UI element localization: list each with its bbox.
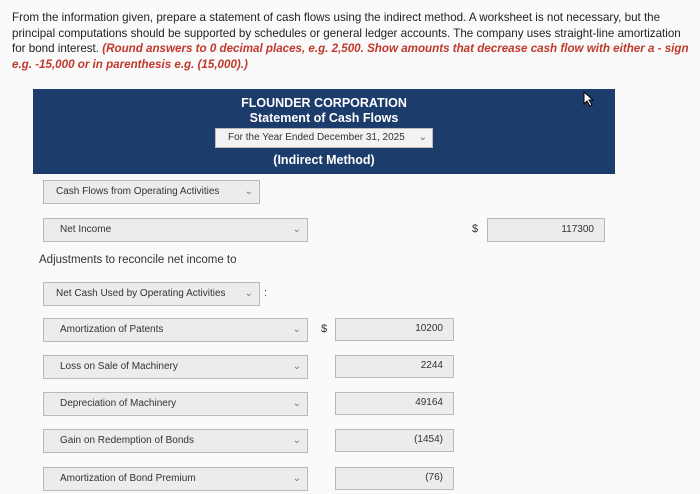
chevron-down-icon: ⌄ — [292, 224, 301, 235]
period-select[interactable] — [215, 128, 433, 148]
mouse-cursor-icon — [582, 91, 598, 107]
method-label: (Indirect Method) — [273, 153, 375, 167]
adjustments-select[interactable] — [43, 282, 260, 306]
chevron-down-icon: ⌄ — [292, 435, 301, 446]
chevron-down-icon: ⌄ — [292, 361, 301, 372]
adjustment-select[interactable] — [43, 318, 308, 342]
colon: : — [264, 287, 268, 299]
statement-header — [33, 89, 615, 174]
period-select-value: For the Year Ended December 31, 2025 — [228, 132, 405, 143]
adjustment-select[interactable] — [43, 429, 308, 453]
instructions — [12, 10, 692, 72]
section-select[interactable] — [43, 180, 260, 204]
net-income-input[interactable]: 117300 — [487, 218, 605, 242]
adjustment-amount-input[interactable]: 2244 — [335, 355, 454, 378]
adjustment-amount-input[interactable]: (76) — [335, 467, 454, 490]
chevron-down-icon: ⌄ — [244, 186, 253, 197]
adjustments-label: Adjustments to reconcile net income to — [39, 254, 237, 266]
chevron-down-icon: ⌄ — [292, 398, 301, 409]
section-select-value: Cash Flows from Operating Activities — [56, 186, 220, 197]
company-name: FLOUNDER CORPORATION — [241, 96, 407, 110]
net-income-currency: $ — [472, 223, 479, 235]
adjustment-currency: $ — [321, 323, 328, 335]
net-income-label: Net Income — [60, 224, 112, 235]
adjustment-label: Gain on Redemption of Bonds — [60, 435, 194, 446]
instructions-text: From the information given, prepare a statement of cash flows using the indirect method. A worksheet is not necessary, but the principal computations should be supported by schedules or general ledger accounts. The company uses straight-line amortization for bond interest. — [12, 11, 681, 55]
chevron-down-icon: ⌄ — [292, 473, 301, 484]
adjustments-select-value: Net Cash Used by Operating Activities — [56, 288, 226, 299]
net-income-select[interactable] — [43, 218, 308, 242]
adjustment-label: Amortization of Patents — [60, 324, 164, 335]
adjustment-select[interactable] — [43, 355, 308, 379]
adjustment-label: Loss on Sale of Machinery — [60, 361, 178, 372]
adjustment-amount-input[interactable]: 10200 — [335, 318, 454, 341]
chevron-down-icon: ⌄ — [418, 132, 427, 143]
adjustment-amount-input[interactable]: 49164 — [335, 392, 454, 415]
adjustment-amount-input[interactable]: (1454) — [335, 429, 454, 452]
adjustment-label: Depreciation of Machinery — [60, 398, 177, 409]
adjustment-label: Amortization of Bond Premium — [60, 473, 196, 484]
adjustment-select[interactable] — [43, 392, 308, 416]
adjustment-select[interactable] — [43, 467, 308, 491]
chevron-down-icon: ⌄ — [292, 324, 301, 335]
rounding-note: (Round answers to 0 decimal places, e.g. 2,500. Show amounts that decrease cash flow with either a - sign e.g. -15,000 or in parenthesis e.g. (15,000).) — [12, 42, 689, 71]
statement-title: Statement of Cash Flows — [249, 111, 399, 125]
chevron-down-icon: ⌄ — [244, 288, 253, 299]
